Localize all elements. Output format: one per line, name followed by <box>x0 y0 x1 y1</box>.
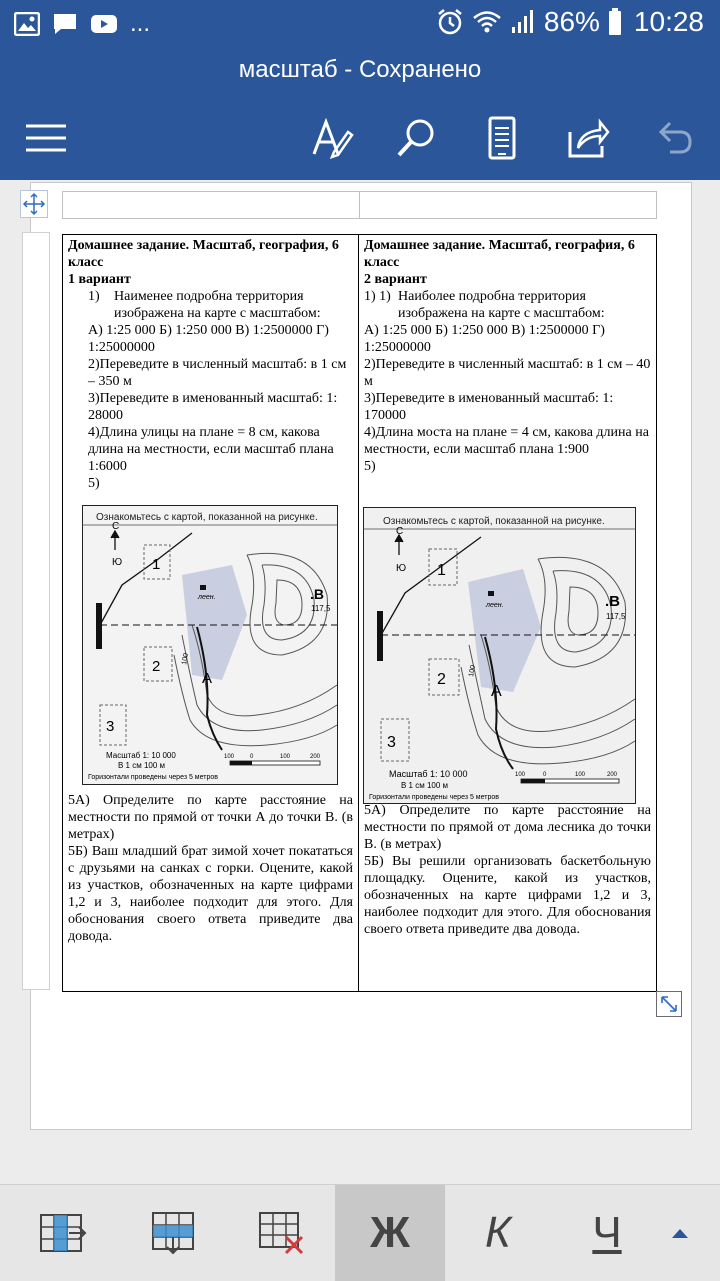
mobile-view-icon <box>486 116 518 160</box>
more-notifications: ... <box>130 10 151 37</box>
north-label: С <box>396 526 404 537</box>
north-label: С <box>112 521 120 532</box>
question-2: 2)Переведите в численный масштаб: в 1 см – 350 м <box>88 357 347 389</box>
menu-button[interactable] <box>18 110 74 166</box>
edit-button[interactable] <box>304 110 360 166</box>
battery-percent: 86% <box>543 6 600 37</box>
point-a-label: А <box>202 670 213 687</box>
question-1-options: А) 1:25 000 Б) 1:250 000 В) 1:2500000 Г) 1:25000000 <box>88 323 329 355</box>
question-5: 5) <box>88 476 100 491</box>
underline-label: Ч <box>592 1208 622 1257</box>
delete-table-button[interactable] <box>226 1185 336 1281</box>
variant-label: 1 вариант <box>68 272 131 287</box>
gallery-icon <box>14 12 40 36</box>
share-icon <box>566 116 610 160</box>
share-button[interactable] <box>560 110 616 166</box>
question-1-number: 1) 1) <box>364 289 391 304</box>
scale-numeric: Масштаб 1: 10 000 <box>106 751 176 760</box>
point-b-height: 117,5 <box>311 604 331 613</box>
insert-row-below-button[interactable] <box>118 1185 228 1281</box>
plot-3-label: 3 <box>387 734 396 751</box>
alarm-icon <box>436 8 464 36</box>
scale-tick: 100 <box>575 772 586 778</box>
undo-button[interactable] <box>646 110 702 166</box>
status-bar <box>0 0 720 48</box>
question-1 <box>68 288 353 322</box>
scale-tick: 100 <box>515 772 526 778</box>
insert-column-icon <box>39 1213 87 1253</box>
variant-label: 2 вариант <box>364 272 427 287</box>
scale-tick: 0 <box>250 754 254 760</box>
question-5a: 5А) Определите по карте расстояние на местности по прямой от дома лесника до точки В. (в метрах) <box>364 803 651 852</box>
delete-table-icon <box>256 1211 306 1255</box>
column-selector-2[interactable] <box>359 191 657 219</box>
question-5: 5) <box>364 459 376 474</box>
plot-1-label: 1 <box>152 556 161 573</box>
scale-tick: 100 <box>280 754 291 760</box>
scale-tick: 200 <box>607 772 618 778</box>
question-2: 2)Переведите в численный масштаб: в 1 см – 40 м <box>364 357 651 389</box>
cell-title: Домашнее задание. Масштаб, география, 6 класс <box>68 238 339 270</box>
plot-2-label: 2 <box>152 658 161 675</box>
question-4: 4)Длина улицы на плане = 8 см, какова длина на местности, если масштаб плана 1:6000 <box>88 425 334 474</box>
scale-named: В 1 см 100 м <box>118 761 166 770</box>
expand-toolbar-button[interactable] <box>660 1185 700 1281</box>
topographic-map-1[interactable] <box>82 505 338 785</box>
message-icon <box>52 12 78 36</box>
road-markers <box>377 611 383 661</box>
insert-row-icon <box>149 1211 197 1255</box>
scale-tick: 0 <box>543 772 547 778</box>
hamburger-icon <box>24 123 68 153</box>
row-selector[interactable] <box>22 232 50 990</box>
forester-house-label: леен. <box>486 602 504 609</box>
south-label: Ю <box>112 557 123 568</box>
question-5a: 5А) Определите по карте расстояние на местности по прямой от точки А до точки В. (в метрах) <box>68 793 353 842</box>
app-bar <box>0 48 720 180</box>
italic-button[interactable] <box>443 1185 553 1281</box>
bold-button[interactable] <box>335 1185 445 1281</box>
battery-icon <box>608 8 622 36</box>
scale-tick: 200 <box>310 754 321 760</box>
resize-icon <box>657 992 681 1016</box>
search-icon <box>394 116 438 160</box>
plot-1-label: 1 <box>437 562 446 579</box>
reading-view-button[interactable] <box>474 110 530 166</box>
chevron-up-icon <box>670 1226 690 1240</box>
scale-tick: 100 <box>224 754 235 760</box>
question-5b: 5Б) Вы решили организовать баскетбольную площадку. Оцените, какой из участков, обозначенных на карте цифрами 1,2 и 3, наиболее подходит для этого. Для обоснования своего ответа приведите два довода. <box>364 854 651 937</box>
wifi-icon <box>472 9 502 35</box>
question-1-number: 1) <box>88 289 100 304</box>
undo-icon <box>654 118 694 158</box>
insert-column-right-button[interactable] <box>8 1185 118 1281</box>
document-title[interactable]: масштаб - Сохранено <box>238 56 482 83</box>
bold-label: Ж <box>370 1208 410 1257</box>
youtube-icon <box>90 13 118 35</box>
contour-note: Горизонтали проведены через 5 метров <box>88 774 218 781</box>
table-resize-handle[interactable] <box>656 991 682 1017</box>
question-1 <box>364 288 651 322</box>
point-b-label: .В <box>310 586 324 602</box>
plot-3-label: 3 <box>106 718 115 735</box>
underline-button[interactable] <box>552 1185 662 1281</box>
cell-title: Домашнее задание. Масштаб, география, 6 класс <box>364 238 635 270</box>
scale-named: В 1 см 100 м <box>401 781 449 790</box>
question-4: 4)Длина моста на плане = 4 см, какова длина на местности, если масштаб плана 1:900 <box>364 425 649 457</box>
scale-numeric: Масштаб 1: 10 000 <box>389 769 468 779</box>
map-header: Ознакомьтесь с картой, показанной на рисунке. <box>96 512 318 523</box>
table-move-handle[interactable] <box>20 190 48 218</box>
point-b-height: 117,5 <box>606 612 626 621</box>
map-header: Ознакомьтесь с картой, показанной на рисунке. <box>383 516 605 527</box>
question-1-text: Наименее подробна территория изображена на карте с масштабом: <box>114 289 321 321</box>
forester-house-label: леен. <box>198 594 216 601</box>
point-b-label: .В <box>605 593 620 610</box>
south-label: Ю <box>396 563 407 574</box>
topographic-map-2[interactable] <box>363 507 636 804</box>
column-selector-1[interactable] <box>62 191 360 219</box>
question-3: 3)Переведите в именованный масштаб: 1: 170000 <box>364 391 614 423</box>
text-edit-icon <box>310 116 354 160</box>
signal-icon <box>510 9 536 35</box>
question-3: 3)Переведите в именованный масштаб: 1: 28000 <box>88 391 338 423</box>
contour-label: 100 <box>468 664 477 678</box>
question-5b: 5Б) Ваш младший брат зимой хочет покататься с друзьями на санках с горки. Оцените, какой из участков, обозначенных на карте цифрами 1,2 и 3, наиболее подходит для этого. Для обоснования своего ответа приведите два довода. <box>68 844 353 944</box>
question-1-text: Наиболее подробна территория изображена на карте с масштабом: <box>398 289 605 321</box>
move-icon <box>21 191 47 217</box>
search-button[interactable] <box>388 110 444 166</box>
clock: 10:28 <box>633 6 704 37</box>
formatting-toolbar <box>0 1184 720 1281</box>
road-markers <box>96 603 102 649</box>
point-a-label: А <box>491 683 502 700</box>
contour-note: Горизонтали проведены через 5 метров <box>369 794 499 801</box>
italic-label: К <box>485 1208 511 1257</box>
contour-label: 100 <box>181 652 190 666</box>
question-1-options: А) 1:25 000 Б) 1:250 000 В) 1:2500000 Г) 1:25000000 <box>364 323 605 355</box>
plot-2-label: 2 <box>437 671 446 688</box>
